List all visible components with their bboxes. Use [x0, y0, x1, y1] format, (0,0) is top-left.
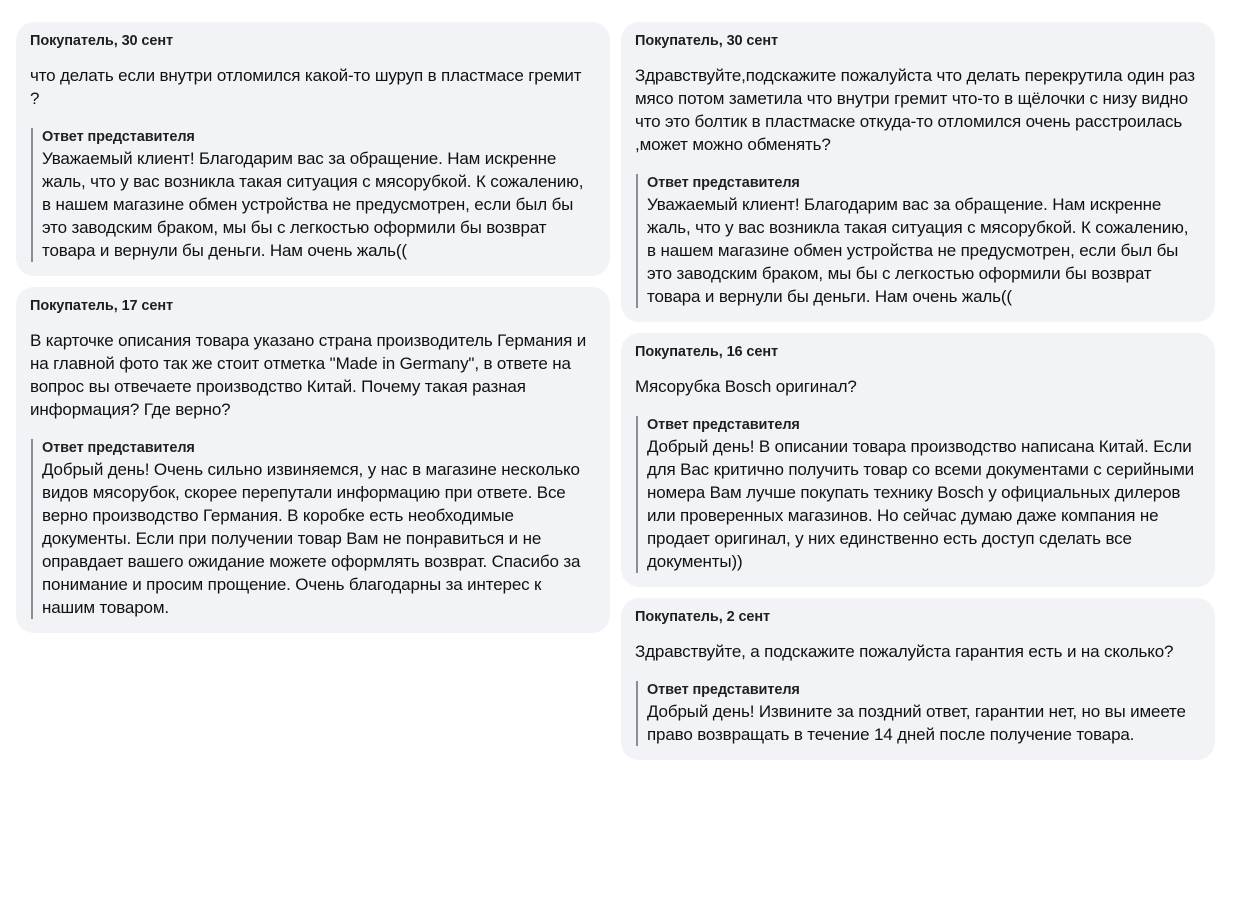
question-author: Покупатель, 17 сент [30, 298, 174, 314]
question-text: Здравствуйте,подскажите пожалуйста что делать перекрутила один раз мясо потом заметила что внутри гремит что-то в щёлочки с низу видно что это болтик в пластмаске откуда-то отломился очень расстроилась ,может можно обменять? [635, 66, 1195, 154]
seller-answer [636, 416, 1199, 573]
question-author: Покупатель, 30 сент [635, 33, 779, 49]
answer-label: Ответ представителя [647, 682, 800, 698]
answer-label: Ответ представителя [647, 175, 800, 191]
answer-label: Ответ представителя [647, 417, 800, 433]
qa-card [16, 22, 610, 276]
question-author: Покупатель, 16 сент [635, 344, 779, 360]
qa-card [621, 22, 1215, 322]
question-text: Мясорубка Bosch оригинал? [635, 377, 857, 396]
seller-answer [31, 128, 594, 262]
question-text: что делать если внутри отломился какой-то шуруп в пластмасе гремит ? [30, 66, 582, 108]
qa-column-right [621, 22, 1215, 760]
question-author: Покупатель, 2 сент [635, 609, 771, 625]
answer-text: Добрый день! Очень сильно извиняемся, у нас в магазине несколько видов мясорубок, скорее перепутали информацию при ответе. Все верно производство Германия. В коробке есть необходимые документы. Если при получении товар Вам не понравиться и не оправдает вашего ожидание можете оформлять возврат. Спасибо за понимание и просим прощение. Очень благодарны за интерес к нашим товаром. [42, 460, 581, 617]
answer-text: Добрый день! В описании товара производство написана Китай. Если для Вас критично получить товар со всеми документами с серийными номера Вам лучше покупать технику Bosch у официальных дилеров или проверенных магазинов. Но сейчас думаю даже компания не продает оригинал, у них единственно есть доступ сделать все документы)) [647, 437, 1195, 571]
qa-card [621, 598, 1215, 760]
seller-answer [636, 681, 1199, 746]
qa-column-left [16, 22, 610, 633]
question-text: В карточке описания товара указано страна производитель Германия и на главной фото так же стоит отметка "Made in Germany", в ответе на вопрос вы отвечаете производство Китай. Почему такая разная информация? Где верно? [30, 331, 587, 419]
question-text: Здравствуйте, а подскажите пожалуйста гарантия есть и на сколько? [635, 642, 1174, 661]
qa-card [16, 287, 610, 633]
answer-text: Уважаемый клиент! Благодарим вас за обращение. Нам искренне жаль, что у вас возникла такая ситуация с мясорубкой. К сожалению, в нашем магазине обмен устройства не предусмотрен, если был бы это заводским браком, мы бы с легкостью оформили бы возврат товара и вернули бы деньги. Нам очень жаль(( [42, 149, 584, 260]
seller-answer [636, 174, 1199, 308]
answer-label: Ответ представителя [42, 440, 195, 456]
question-author: Покупатель, 30 сент [30, 33, 174, 49]
answer-text: Добрый день! Извините за поздний ответ, гарантии нет, но вы имеете право возвращать в течение 14 дней после получение товара. [647, 702, 1186, 744]
seller-answer [31, 439, 594, 619]
answer-label: Ответ представителя [42, 129, 195, 145]
qa-card [621, 333, 1215, 587]
answer-text: Уважаемый клиент! Благодарим вас за обращение. Нам искренне жаль, что у вас возникла такая ситуация с мясорубкой. К сожалению, в нашем магазине обмен устройства не предусмотрен, если был бы это заводским браком, мы бы с легкостью оформили бы возврат товара и вернули бы деньги. Нам очень жаль(( [647, 195, 1189, 306]
